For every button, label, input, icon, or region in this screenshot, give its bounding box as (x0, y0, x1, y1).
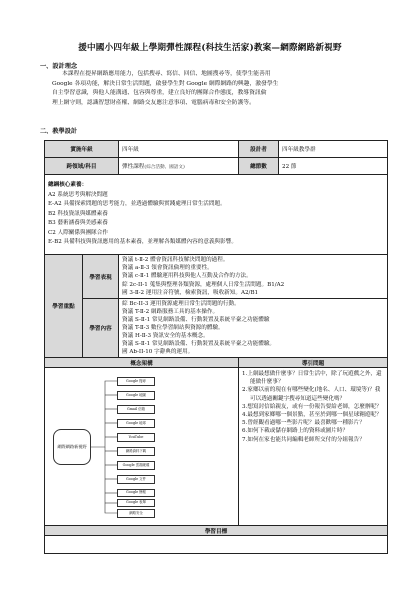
lesson-plan-table (44, 140, 388, 554)
concept-node: Google 雲端硬碟 (117, 461, 155, 470)
content-item: 國 Ab-II-10 字辭典的運用。 (122, 349, 194, 356)
concept-map-cell (45, 368, 239, 526)
section-design-concept: 一、設計理念 (40, 63, 78, 70)
core-competencies-cell (45, 175, 388, 255)
concept-node: Google 簡報 (117, 489, 155, 497)
concept-line: 理上網守則，認識智慧財產權、網路交友應注意事項、電腦病毒和安全防護等。 (52, 99, 255, 106)
guiding-question: 6.如何下載或儲存網路上的資料或圖片時？ (242, 428, 349, 435)
concept-node: Google 表單 (117, 499, 155, 507)
core-title: 總綱核心素養： (48, 182, 88, 189)
concept-node: Google 地圖 (117, 391, 155, 400)
concept-node: Gmail 信箱 (117, 405, 155, 414)
domain-label: 跨領域/科目 (45, 158, 119, 175)
concept-line: 本課程在提昇網路應用能力，包括搜尋、寫信、回信、地圖搜尋等，使學生能善用 (62, 71, 271, 77)
domain-value: 彈性課程(綜合活動、國語文) (119, 158, 239, 175)
guiding-question: 1.上網最想做什麼事？日常生活中，除了玩遊戲之外，還能做什麼事？ (242, 371, 382, 386)
content-item: 資議 S-Ⅱ-1 常見網路設備、行動裝置及系統平臺之功能體驗。 (122, 341, 276, 348)
designer-label: 設計者 (239, 141, 279, 158)
concept-node: Google 地球 (117, 419, 155, 428)
concept-node: 網路資料下載 (117, 447, 155, 456)
core-item: C2 人際關係與團隊合作 (48, 229, 108, 236)
design-concept-paragraph (52, 70, 382, 108)
concept-map-header: 概念架構 (45, 358, 239, 368)
learning-goals-cell (45, 536, 388, 554)
guiding-question: 3.想寫封信給親友，或有一份報告要給老師，怎麼辦呢？ (242, 403, 382, 410)
learning-content-label: 學習內容 (83, 299, 119, 358)
content-item: 資議 T-Ⅱ-3 數位學習網站與資源的體驗。 (122, 324, 224, 331)
document-title: 援中國小四年級上學期彈性課程(科技生活家)教案—網際網路新視野 (78, 43, 342, 53)
concept-map-root: 網際網路新視野 (53, 429, 91, 465)
core-item: E-B2 具備科技與資訊應用的基本素養，並理解各類媒體內容的意義與影響。 (48, 239, 237, 246)
concept-node: Google 搜尋 (117, 377, 155, 386)
content-item: 資議 H-Ⅱ-3 資訊安全的基本概念。 (122, 333, 209, 340)
performance-item: 資議 c-Ⅱ-1 體驗運用科技與他人互動及合作的方法。 (122, 273, 252, 280)
grade-label: 實施年級 (45, 141, 119, 158)
guiding-question: 5.曾經觀看過哪一些影片呢？最喜歡哪一種影片？ (242, 420, 365, 427)
concept-node: Google 文件 (117, 475, 155, 484)
concept-line: Google 各項功能，解決日常生活問題，啟發學生對 Google 網際網路的興趣，激發學生 (52, 80, 279, 87)
content-item: 資議 T-Ⅱ-2 網路服務工具的基本操作。 (122, 308, 219, 315)
content-item: 資議 S-Ⅱ-1 常見網路設備、行動裝置及系統平臺之功能體驗 (122, 316, 270, 323)
performance-item: 資議 t-Ⅱ-2 體會資訊科技解決問題的過程。 (122, 257, 229, 264)
performance-item: 國 3-Ⅱ-2 運用注音符號，檢索資訊，吸收新知。A2/B1 (122, 289, 259, 296)
section-teaching-design: 二、教學設計 (40, 128, 78, 135)
learning-performance-label: 學習表現 (83, 255, 119, 299)
guiding-question: 7.如何在家也能共同編輯老師所交付的分組報告？ (242, 436, 365, 443)
core-item: B3 藝術涵養與美感素養 (48, 220, 108, 227)
performance-item: 資議 a-Ⅱ-3 領會資訊倫理的重要性。 (122, 265, 213, 272)
concept-node: YouTube (117, 433, 155, 442)
guiding-question: 2.家鄉以前的現在有哪些變化(地名、人口、環境等)？我可以透過關鍵字搜尋知道這些變化嗎？ (242, 387, 381, 402)
guiding-questions-cell (239, 368, 388, 526)
guiding-questions-header: 導引問題 (239, 358, 388, 368)
learning-content-cell (119, 299, 388, 358)
grade-value: 四年級 (119, 141, 239, 158)
hours-label: 總節數 (239, 158, 279, 175)
concept-map (45, 371, 238, 523)
learning-performance-cell (119, 255, 388, 299)
learning-focus-label: 學習重點 (45, 255, 83, 358)
learning-goals-header: 學習目標 (45, 526, 388, 536)
concept-node: 網路安全 (117, 509, 155, 518)
hours-value: 22 節 (279, 158, 388, 175)
core-item: E-A2 具備探索問題的思考能力，並透過體驗與實踐處理日常生活問題。 (48, 201, 226, 208)
core-item: A2 系統思考與解決問題 (48, 191, 108, 198)
concept-line: 自主學習意識，與他人能溝通、包容與尊重，建立良好的團隊合作態度，教導資訊倫 (52, 90, 267, 97)
performance-item: 綜 2c-II-1 蒐集與整理各類資源，處理個人日常生活問題。B1/A2 (122, 281, 285, 288)
core-item: B2 科技資訊與媒體素養 (48, 210, 108, 217)
content-item: 綜 Bc-II-3 運用資源處理日常生活問題的行動。 (122, 300, 240, 307)
designer-value: 四年級教學群 (279, 141, 388, 158)
guiding-question: 4.最想到家鄉哪一個景點，甚至於到哪一個星球翱遊呢？ (242, 412, 382, 419)
